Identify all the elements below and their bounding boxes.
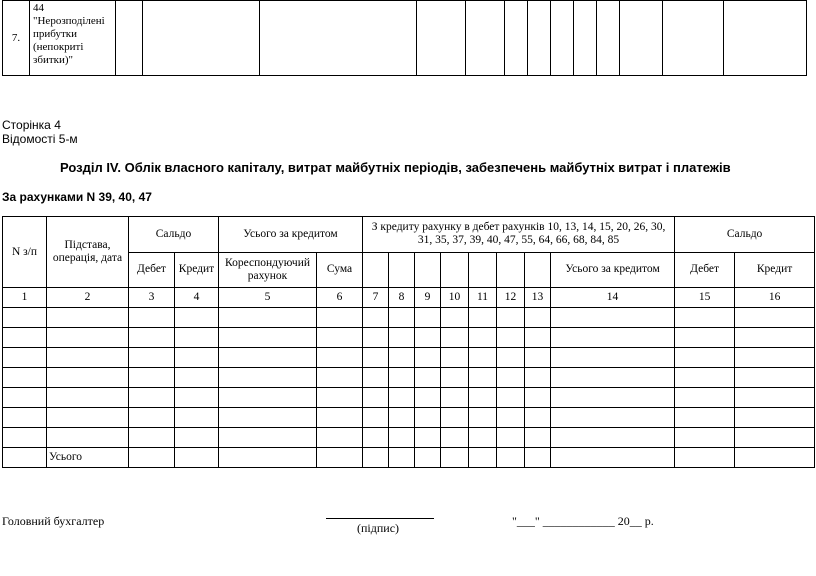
- empty-cell: [441, 328, 469, 348]
- empty-cell: [497, 348, 525, 368]
- empty-cell: [469, 388, 497, 408]
- empty-cell: [441, 308, 469, 328]
- signature-line: [326, 518, 434, 519]
- empty-cell: [663, 1, 724, 76]
- column-number: 8: [389, 288, 415, 308]
- column-number: 6: [317, 288, 363, 308]
- empty-cell: [3, 388, 47, 408]
- empty-cell: [3, 328, 47, 348]
- empty-cell: [735, 348, 815, 368]
- empty-cell: [129, 428, 175, 448]
- column-number: 2: [47, 288, 129, 308]
- empty-cell: [363, 448, 389, 468]
- empty-cell: [469, 348, 497, 368]
- empty-cell: [675, 328, 735, 348]
- empty-cell: [3, 368, 47, 388]
- table-row: [3, 428, 815, 448]
- empty-cell: [597, 1, 620, 76]
- empty-cell: [389, 408, 415, 428]
- empty-cell: [497, 388, 525, 408]
- empty-cell: [441, 348, 469, 368]
- empty-cell: [219, 448, 317, 468]
- empty-cell: [466, 1, 505, 76]
- column-number: 4: [175, 288, 219, 308]
- column-number: 9: [415, 288, 441, 308]
- header-balance-end: Сальдо: [675, 217, 815, 253]
- empty-cell: [129, 328, 175, 348]
- empty-cell: [175, 308, 219, 328]
- empty-cell: [129, 448, 175, 468]
- header-credit-total-group: Усього за кредитом: [219, 217, 363, 253]
- header-debit-accounts: З кредиту рахунку в дебет рахунків 10, 13, 14, 15, 20, 26, 30, 31, 35, 37, 39, 40, 47, 55, 64, 66, 68, 84, 85: [363, 217, 675, 253]
- empty-cell: [219, 368, 317, 388]
- column-number: 1: [3, 288, 47, 308]
- empty-cell: [675, 428, 735, 448]
- empty-cell: [525, 448, 551, 468]
- empty-cell: [469, 448, 497, 468]
- empty-cell: [497, 252, 525, 288]
- empty-cell: [415, 408, 441, 428]
- empty-cell: [175, 388, 219, 408]
- empty-cell: [317, 408, 363, 428]
- empty-cell: [735, 448, 815, 468]
- item-line: (непокриті: [33, 41, 84, 53]
- empty-cell: [317, 448, 363, 468]
- empty-cell: [441, 408, 469, 428]
- empty-cell: [175, 408, 219, 428]
- empty-cell: [389, 252, 415, 288]
- column-number: 11: [469, 288, 497, 308]
- header-credit: Кредит: [175, 252, 219, 288]
- empty-cell: [3, 348, 47, 368]
- empty-cell: [497, 448, 525, 468]
- empty-cell: [415, 388, 441, 408]
- header-debit: Дебет: [129, 252, 175, 288]
- empty-cell: [525, 368, 551, 388]
- row-number-cell: [3, 1, 30, 76]
- empty-cell: [441, 428, 469, 448]
- empty-cell: [724, 1, 807, 76]
- empty-cell: [175, 348, 219, 368]
- empty-cell: [389, 428, 415, 448]
- empty-cell: [525, 252, 551, 288]
- column-number: 7: [363, 288, 389, 308]
- empty-cell: [219, 388, 317, 408]
- empty-cell: [389, 328, 415, 348]
- empty-cell: [469, 328, 497, 348]
- empty-cell: [317, 328, 363, 348]
- empty-cell: [3, 308, 47, 328]
- empty-cell: [675, 368, 735, 388]
- empty-cell: [219, 348, 317, 368]
- empty-cell: [417, 1, 466, 76]
- empty-cell: [735, 388, 815, 408]
- empty-cell: [551, 428, 675, 448]
- table-row: [3, 308, 815, 328]
- empty-cell: [3, 408, 47, 428]
- ledger-table: [2, 216, 815, 468]
- empty-cell: [528, 1, 551, 76]
- empty-cell: [497, 308, 525, 328]
- header-debit-end: Дебет: [675, 252, 735, 288]
- empty-cell: [47, 348, 129, 368]
- empty-cell: [317, 348, 363, 368]
- empty-cell: [735, 428, 815, 448]
- column-number: 5: [219, 288, 317, 308]
- empty-cell: [441, 448, 469, 468]
- column-number: 16: [735, 288, 815, 308]
- empty-cell: [363, 252, 389, 288]
- empty-cell: [143, 1, 260, 76]
- header-basis: Підстава, операція, дата: [47, 217, 129, 288]
- empty-cell: [317, 368, 363, 388]
- empty-cell: [497, 368, 525, 388]
- empty-cell: [219, 428, 317, 448]
- table-row: [3, 388, 815, 408]
- empty-cell: [415, 328, 441, 348]
- empty-cell: [551, 348, 675, 368]
- empty-cell: [675, 408, 735, 428]
- empty-cell: [129, 368, 175, 388]
- page-label: Сторінка 4: [2, 118, 61, 132]
- empty-cell: [675, 308, 735, 328]
- empty-cell: [363, 328, 389, 348]
- date-line: "___" ____________ 20__ р.: [512, 514, 654, 528]
- empty-cell: [3, 428, 47, 448]
- empty-cell: [441, 252, 469, 288]
- item-cell: [30, 1, 116, 76]
- empty-cell: [219, 408, 317, 428]
- empty-cell: [389, 448, 415, 468]
- empty-cell: [47, 388, 129, 408]
- empty-cell: [620, 1, 663, 76]
- header-balance: Сальдо: [129, 217, 219, 253]
- empty-cell: [415, 348, 441, 368]
- empty-cell: [363, 408, 389, 428]
- empty-cell: [129, 408, 175, 428]
- section-title: Розділ IV. Облік власного капіталу, витрат майбутніх періодів, забезпечень майбутніх витрат і платежів: [60, 160, 731, 175]
- empty-cell: [129, 388, 175, 408]
- empty-cell: [735, 368, 815, 388]
- total-row: [3, 448, 815, 468]
- empty-cell: [260, 1, 417, 76]
- empty-cell: [525, 428, 551, 448]
- column-number: 15: [675, 288, 735, 308]
- empty-cell: [469, 308, 497, 328]
- empty-cell: [175, 328, 219, 348]
- row-number: 7.: [11, 31, 21, 44]
- empty-cell: [363, 368, 389, 388]
- empty-cell: [505, 1, 528, 76]
- empty-cell: [363, 388, 389, 408]
- empty-cell: [389, 308, 415, 328]
- empty-cell: [497, 428, 525, 448]
- empty-cell: [551, 1, 574, 76]
- empty-cell: [525, 408, 551, 428]
- empty-cell: [415, 308, 441, 328]
- header-corr-account: Кореспондуючий рахунок: [219, 252, 317, 288]
- empty-cell: [389, 348, 415, 368]
- item-line: прибутки: [33, 28, 77, 40]
- empty-rows: [3, 308, 815, 448]
- empty-cell: [525, 388, 551, 408]
- column-number: 12: [497, 288, 525, 308]
- empty-cell: [675, 448, 735, 468]
- empty-cell: [129, 348, 175, 368]
- empty-cell: [116, 1, 143, 76]
- empty-cell: [441, 388, 469, 408]
- table-row: [3, 408, 815, 428]
- empty-cell: [389, 388, 415, 408]
- empty-cell: [551, 368, 675, 388]
- header-amount: Сума: [317, 252, 363, 288]
- empty-cell: [175, 368, 219, 388]
- chief-accountant-label: Головний бухгалтер: [2, 514, 105, 528]
- empty-cell: [551, 388, 675, 408]
- empty-cell: [469, 252, 497, 288]
- empty-cell: [525, 328, 551, 348]
- empty-cell: [317, 388, 363, 408]
- item-line: "Нерозподілені: [33, 15, 105, 27]
- empty-cell: [47, 408, 129, 428]
- empty-cell: [551, 328, 675, 348]
- empty-cell: [47, 328, 129, 348]
- header-row-1: [3, 217, 815, 253]
- empty-cell: [574, 1, 597, 76]
- empty-cell: [735, 328, 815, 348]
- item-line: 44: [33, 2, 44, 14]
- header-num: N з/п: [3, 217, 47, 288]
- empty-cell: [469, 428, 497, 448]
- previous-table-row: [3, 1, 807, 76]
- empty-cell: [363, 428, 389, 448]
- empty-cell: [317, 428, 363, 448]
- signature-caption: (підпис): [357, 521, 400, 535]
- empty-cell: [497, 408, 525, 428]
- empty-cell: [525, 308, 551, 328]
- empty-cell: [441, 368, 469, 388]
- item-line: збитки)": [33, 54, 74, 66]
- empty-cell: [363, 348, 389, 368]
- empty-cell: [415, 448, 441, 468]
- table-row: [3, 348, 815, 368]
- empty-cell: [675, 388, 735, 408]
- empty-cell: [175, 448, 219, 468]
- empty-cell: [175, 428, 219, 448]
- table-row: [3, 368, 815, 388]
- empty-cell: [497, 328, 525, 348]
- column-number: 10: [441, 288, 469, 308]
- empty-cell: [415, 368, 441, 388]
- empty-cell: [551, 448, 675, 468]
- column-number: 13: [525, 288, 551, 308]
- empty-cell: [317, 308, 363, 328]
- empty-cell: [129, 308, 175, 328]
- empty-cell: [3, 448, 47, 468]
- empty-cell: [219, 328, 317, 348]
- previous-table-fragment: [2, 0, 807, 76]
- empty-cell: [551, 308, 675, 328]
- empty-cell: [675, 348, 735, 368]
- statement-label: Відомості 5-м: [2, 132, 78, 146]
- header-credit-end: Кредит: [735, 252, 815, 288]
- empty-cell: [415, 428, 441, 448]
- empty-cell: [735, 308, 815, 328]
- empty-cell: [47, 368, 129, 388]
- total-label: Усього: [47, 448, 129, 468]
- empty-cell: [525, 348, 551, 368]
- empty-cell: [469, 408, 497, 428]
- table-row: [3, 328, 815, 348]
- empty-cell: [551, 408, 675, 428]
- empty-cell: [363, 308, 389, 328]
- empty-cell: [469, 368, 497, 388]
- empty-cell: [219, 308, 317, 328]
- column-number-row: [3, 288, 815, 308]
- header-credit-total: Усього за кредитом: [551, 252, 675, 288]
- accounts-label: За рахунками N 39, 40, 47: [2, 190, 152, 204]
- empty-cell: [47, 308, 129, 328]
- empty-cell: [735, 408, 815, 428]
- column-number: 14: [551, 288, 675, 308]
- column-number: 3: [129, 288, 175, 308]
- empty-cell: [415, 252, 441, 288]
- empty-cell: [47, 428, 129, 448]
- empty-cell: [389, 368, 415, 388]
